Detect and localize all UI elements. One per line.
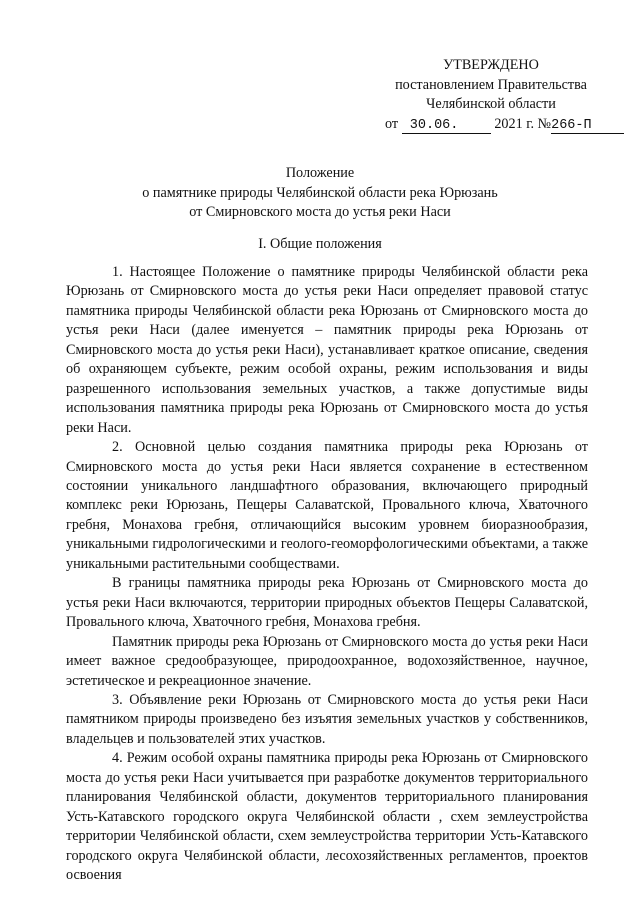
paragraph: В границы памятника природы река Юрюзань от Смирновского моста до устья реки Наси включаются, территории природных объектов Пещеры Салаватской, Провального ключа, Хваточного гребня, Монахова гребня. bbox=[66, 575, 588, 631]
title-line-3: от Смирновского моста до устья реки Наси bbox=[189, 204, 451, 220]
approval-decree-line: постановлением Правительства bbox=[395, 76, 587, 93]
approval-number: 266-П bbox=[551, 118, 624, 134]
document-title bbox=[60, 164, 580, 223]
paragraph: Памятник природы река Юрюзань от Смирновского моста до устья реки Наси имеет важное средообразующее, природоохранное, водохозяйственное, научное, эстетическое и рекреационное значение. bbox=[66, 633, 588, 689]
paragraph: 2. Основной целью создания памятника природы река Юрюзань от Смирновского моста до устья реки Наси является сохранение в естественном состоянии уникального ландшафтного образования, включающего природный комплекс реки Юрюзань, Пещеры Салаватской, Провального ключа, Хваточного гребня, Монахова гребня, отличающийся высоким уровнем биоразнообразия, уникальными гидрологическими и геолого-геоморфологическими объектами, а также уникальными растительными сообществами. bbox=[66, 439, 588, 572]
title-line-2: о памятнике природы Челябинской области река Юрюзань bbox=[142, 184, 498, 201]
document-body bbox=[66, 263, 588, 886]
paragraph: 1. Настоящее Положение о памятнике природы Челябинской области река Юрюзань от Смирновского моста до устья реки Наси определяет правовой статус памятника природы Челябинской области река Юрюзань от Смирновского моста до устья реки Наси (далее именуется – памятник природы река Юрюзань от Смирновского моста до устья реки Наси), устанавливает краткое описание, сведения об охраняющем субъекте, режим особой охраны, режим использования и виды разрешенного использования земельных участков, а также допустимые виды использования памятника природы река Юрюзань от Смирновского моста до устья реки Наси. bbox=[66, 264, 588, 436]
section-heading: I. Общие положения bbox=[258, 236, 382, 252]
approval-date-prefix: от bbox=[385, 115, 399, 132]
approval-date-line bbox=[376, 115, 606, 135]
approval-date-value: 30.06. bbox=[402, 118, 491, 134]
approval-stamp bbox=[376, 56, 606, 134]
approval-region-line: Челябинской области bbox=[426, 96, 556, 112]
approval-heading: УТВЕРЖДЕНО bbox=[443, 57, 539, 73]
title-line-1: Положение bbox=[285, 165, 355, 181]
approval-year: 2021 г. № bbox=[494, 115, 552, 132]
paragraph: 3. Объявление реки Юрюзань от Смирновского моста до устья реки Наси памятником природы произведено без изъятия земельных участков у собственников, владельцев и пользователей этих участков. bbox=[66, 691, 588, 747]
paragraph: 4. Режим особой охраны памятника природы река Юрюзань от Смирновского моста до устья реки Наси учитывается при разработке документов территориального планирования Челябинской области, документов территориального планирования Усть-Катавского городского округа Челябинской области , схем землеустройства территории Челябинской области, схем землеустройства территории Усть-Катавского городского округа Челябинской области, лесохозяйственных регламентов, проектов освоения bbox=[66, 750, 588, 884]
